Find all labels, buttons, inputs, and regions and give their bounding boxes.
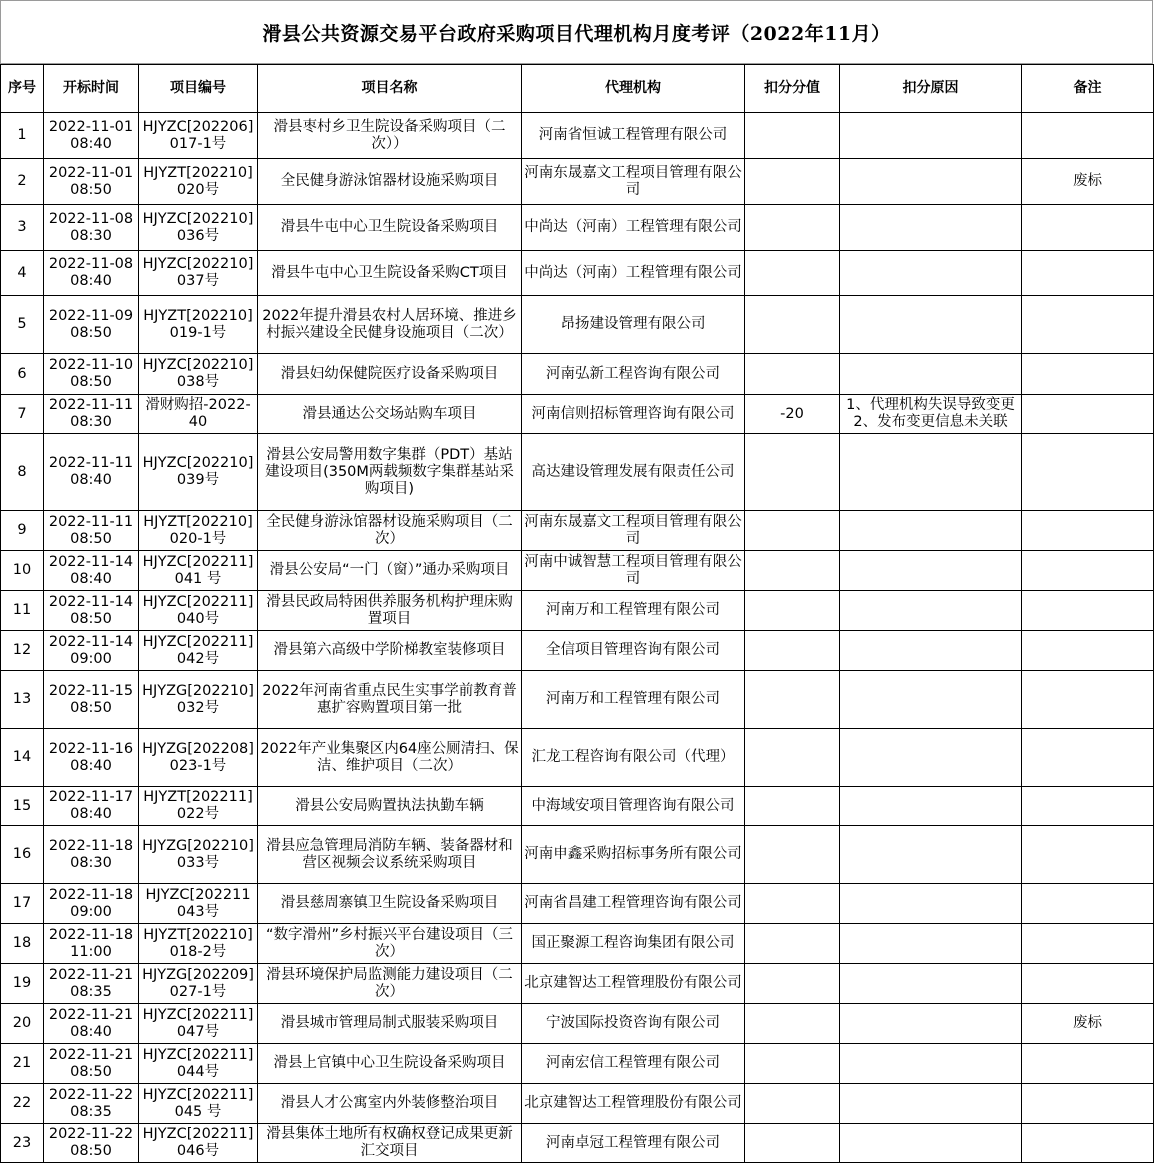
cell-score[interactable] (745, 924, 840, 964)
cell-no[interactable]: 18 (1, 924, 44, 964)
cell-code[interactable]: HJYZT[202210]020号 (139, 159, 258, 205)
cell-note[interactable] (1022, 511, 1154, 551)
cell-reason[interactable] (840, 551, 1022, 591)
cell-reason[interactable] (840, 354, 1022, 395)
table-row (1, 729, 1154, 787)
cell-note[interactable] (1022, 826, 1154, 884)
table-row (1, 1084, 1154, 1124)
cell-note[interactable] (1022, 205, 1154, 251)
cell-score[interactable] (745, 159, 840, 205)
cell-score[interactable] (745, 551, 840, 591)
cell-name[interactable]: 滑县民政局特困供养服务机构护理床购置项目 (258, 591, 522, 631)
cell-reason[interactable] (840, 729, 1022, 787)
cell-agency[interactable]: 河南宏信工程管理有限公司 (522, 1044, 745, 1084)
cell-reason[interactable] (840, 296, 1022, 354)
cell-time[interactable]: 2022-11-08 08:40 (44, 251, 139, 296)
cell-agency[interactable]: 中海域安项目管理咨询有限公司 (522, 787, 745, 826)
cell-code[interactable]: HJYZC[202211]041 号 (139, 551, 258, 591)
cell-score[interactable] (745, 964, 840, 1004)
evaluation-table (0, 64, 1154, 1163)
cell-time[interactable]: 2022-11-01 08:40 (44, 113, 139, 159)
cell-reason[interactable] (840, 1084, 1022, 1124)
table-row (1, 296, 1154, 354)
cell-agency[interactable]: 河南万和工程管理有限公司 (522, 671, 745, 729)
cell-code[interactable]: HJYZC[202210]039号 (139, 434, 258, 511)
table-row (1, 964, 1154, 1004)
cell-name[interactable]: 滑县人才公寓室内外装修整治项目 (258, 1084, 522, 1124)
cell-time[interactable]: 2022-11-14 08:40 (44, 551, 139, 591)
cell-note[interactable]: 废标 (1022, 1004, 1154, 1044)
cell-reason[interactable] (840, 884, 1022, 924)
cell-note[interactable] (1022, 434, 1154, 511)
cell-time[interactable]: 2022-11-18 08:30 (44, 826, 139, 884)
table-row (1, 159, 1154, 205)
cell-code[interactable]: HJYZT[202210]018-2号 (139, 924, 258, 964)
cell-note[interactable] (1022, 113, 1154, 159)
cell-score[interactable] (745, 1044, 840, 1084)
cell-score[interactable] (745, 787, 840, 826)
cell-code[interactable]: HJYZC[202211]046号 (139, 1124, 258, 1163)
cell-reason[interactable] (840, 205, 1022, 251)
cell-code[interactable]: HJYZG[202210]032号 (139, 671, 258, 729)
cell-note[interactable]: 废标 (1022, 159, 1154, 205)
cell-agency[interactable]: 北京建智达工程管理股份有限公司 (522, 964, 745, 1004)
cell-name[interactable]: 滑县环境保护局监测能力建设项目（二次） (258, 964, 522, 1004)
cell-agency[interactable]: 北京建智达工程管理股份有限公司 (522, 1084, 745, 1124)
cell-no[interactable]: 5 (1, 296, 44, 354)
cell-agency[interactable]: 中尚达（河南）工程管理有限公司 (522, 205, 745, 251)
cell-note[interactable] (1022, 1044, 1154, 1084)
table-row (1, 251, 1154, 296)
header-name[interactable]: 项目名称 (258, 65, 522, 113)
cell-agency[interactable]: 河南省恒诚工程管理有限公司 (522, 113, 745, 159)
cell-reason[interactable] (840, 671, 1022, 729)
cell-note[interactable] (1022, 251, 1154, 296)
cell-agency[interactable]: 宁波国际投资咨询有限公司 (522, 1004, 745, 1044)
cell-code[interactable]: HJYZC[202211]044号 (139, 1044, 258, 1084)
cell-no[interactable]: 10 (1, 551, 44, 591)
cell-agency[interactable]: 河南省昌建工程管理咨询有限公司 (522, 884, 745, 924)
cell-name[interactable]: 滑县公安局警用数字集群（PDT）基站建设项目(350M两载频数字集群基站采购项目) (258, 434, 522, 511)
cell-name[interactable]: “数字滑州”乡村振兴平台建设项目（三次） (258, 924, 522, 964)
cell-name[interactable]: 2022年河南省重点民生实事学前教育普惠扩容购置项目第一批 (258, 671, 522, 729)
cell-name[interactable]: 滑县公安局“一门（窗）”通办采购项目 (258, 551, 522, 591)
cell-reason[interactable] (840, 1124, 1022, 1163)
cell-agency[interactable]: 河南中诚智慧工程项目管理有限公司 (522, 551, 745, 591)
table-row (1, 205, 1154, 251)
cell-score[interactable] (745, 354, 840, 395)
cell-reason[interactable] (840, 113, 1022, 159)
cell-reason[interactable] (840, 1044, 1022, 1084)
table-row (1, 884, 1154, 924)
table-row (1, 1124, 1154, 1163)
header-time[interactable]: 开标时间 (44, 65, 139, 113)
cell-agency[interactable]: 河南东晟嘉文工程项目管理有限公司 (522, 511, 745, 551)
cell-code[interactable]: HJYZC[202211]040号 (139, 591, 258, 631)
cell-time[interactable]: 2022-11-09 08:50 (44, 296, 139, 354)
table-row (1, 826, 1154, 884)
cell-score[interactable] (745, 251, 840, 296)
cell-reason[interactable] (840, 964, 1022, 1004)
cell-agency[interactable]: 全信项目管理咨询有限公司 (522, 631, 745, 671)
table-row (1, 113, 1154, 159)
cell-time[interactable]: 2022-11-16 08:40 (44, 729, 139, 787)
cell-no[interactable]: 12 (1, 631, 44, 671)
header-note[interactable]: 备注 (1022, 65, 1154, 113)
cell-note[interactable] (1022, 354, 1154, 395)
cell-code[interactable]: 滑财购招-2022-40 (139, 395, 258, 434)
cell-time[interactable]: 2022-11-21 08:50 (44, 1044, 139, 1084)
cell-no[interactable]: 17 (1, 884, 44, 924)
cell-reason[interactable] (840, 591, 1022, 631)
cell-name[interactable]: 2022年产业集聚区内64座公厕清扫、保洁、维护项目（二次） (258, 729, 522, 787)
cell-no[interactable]: 22 (1, 1084, 44, 1124)
cell-code[interactable]: HJYZC[202206]017-1号 (139, 113, 258, 159)
sheet-title-cell[interactable] (0, 0, 1153, 64)
header-code[interactable]: 项目编号 (139, 65, 258, 113)
cell-name[interactable]: 全民健身游泳馆器材设施采购项目（二次） (258, 511, 522, 551)
cell-code[interactable]: HJYZC[202211]042号 (139, 631, 258, 671)
cell-code[interactable]: HJYZT[202211]022号 (139, 787, 258, 826)
cell-note[interactable] (1022, 395, 1154, 434)
table-row (1, 551, 1154, 591)
cell-score[interactable]: -20 (745, 395, 840, 434)
cell-code[interactable]: HJYZC[202210]038号 (139, 354, 258, 395)
cell-no[interactable]: 19 (1, 964, 44, 1004)
cell-no[interactable]: 15 (1, 787, 44, 826)
cell-no[interactable]: 1 (1, 113, 44, 159)
cell-agency[interactable]: 昂扬建设管理有限公司 (522, 296, 745, 354)
cell-name[interactable]: 滑县应急管理局消防车辆、装备器材和营区视频会议系统采购项目 (258, 826, 522, 884)
cell-time[interactable]: 2022-11-18 09:00 (44, 884, 139, 924)
cell-reason[interactable] (840, 1004, 1022, 1044)
cell-time[interactable]: 2022-11-10 08:50 (44, 354, 139, 395)
cell-time[interactable]: 2022-11-18 11:00 (44, 924, 139, 964)
cell-no[interactable]: 11 (1, 591, 44, 631)
cell-note[interactable] (1022, 964, 1154, 1004)
cell-no[interactable]: 23 (1, 1124, 44, 1163)
cell-score[interactable] (745, 113, 840, 159)
cell-score[interactable] (745, 1124, 840, 1163)
cell-reason[interactable] (840, 924, 1022, 964)
cell-name[interactable]: 滑县通达公交场站购车项目 (258, 395, 522, 434)
cell-reason[interactable] (840, 251, 1022, 296)
table-row (1, 1044, 1154, 1084)
cell-name[interactable]: 2022年提升滑县农村人居环境、推进乡村振兴建设全民健身设施项目（二次） (258, 296, 522, 354)
cell-time[interactable]: 2022-11-17 08:40 (44, 787, 139, 826)
cell-code[interactable]: HJYZG[202208]023-1号 (139, 729, 258, 787)
cell-code[interactable]: HJYZT[202210]019-1号 (139, 296, 258, 354)
table-row (1, 434, 1154, 511)
cell-agency[interactable]: 汇龙工程咨询有限公司（代理） (522, 729, 745, 787)
table-row (1, 671, 1154, 729)
table-row (1, 511, 1154, 551)
cell-score[interactable] (745, 511, 840, 551)
cell-score[interactable] (745, 205, 840, 251)
cell-no[interactable]: 14 (1, 729, 44, 787)
cell-code[interactable]: HJYZC[202211]045 号 (139, 1084, 258, 1124)
cell-time[interactable]: 2022-11-22 08:35 (44, 1084, 139, 1124)
cell-agency[interactable]: 河南万和工程管理有限公司 (522, 591, 745, 631)
cell-code[interactable]: HJYZG[202209]027-1号 (139, 964, 258, 1004)
cell-note[interactable] (1022, 729, 1154, 787)
cell-reason[interactable] (840, 631, 1022, 671)
cell-no[interactable]: 6 (1, 354, 44, 395)
cell-agency[interactable]: 河南弘新工程咨询有限公司 (522, 354, 745, 395)
table-row (1, 631, 1154, 671)
reason-line-2: 2、发布变更信息未关联 (853, 414, 1008, 430)
cell-score[interactable] (745, 1084, 840, 1124)
cell-name[interactable]: 滑县慈周寨镇卫生院设备采购项目 (258, 884, 522, 924)
cell-time[interactable]: 2022-11-11 08:50 (44, 511, 139, 551)
cell-note[interactable] (1022, 884, 1154, 924)
cell-time[interactable]: 2022-11-22 08:50 (44, 1124, 139, 1163)
cell-name[interactable]: 滑县公安局购置执法执勤车辆 (258, 787, 522, 826)
table-row (1, 354, 1154, 395)
cell-no[interactable]: 8 (1, 434, 44, 511)
cell-reason[interactable] (840, 159, 1022, 205)
cell-name[interactable]: 滑县牛屯中心卫生院设备采购CT项目 (258, 251, 522, 296)
cell-no[interactable]: 21 (1, 1044, 44, 1084)
cell-score[interactable] (745, 631, 840, 671)
cell-agency[interactable]: 河南东晟嘉文工程项目管理有限公司 (522, 159, 745, 205)
cell-name[interactable]: 滑县妇幼保健院医疗设备采购项目 (258, 354, 522, 395)
cell-note[interactable] (1022, 671, 1154, 729)
cell-code[interactable]: HJYZC[202210]036号 (139, 205, 258, 251)
cell-score[interactable] (745, 296, 840, 354)
cell-reason[interactable] (840, 787, 1022, 826)
cell-name[interactable]: 滑县第六高级中学阶梯教室装修项目 (258, 631, 522, 671)
cell-time[interactable]: 2022-11-15 08:50 (44, 671, 139, 729)
cell-score[interactable] (745, 434, 840, 511)
cell-name[interactable]: 滑县牛屯中心卫生院设备采购项目 (258, 205, 522, 251)
cell-agency[interactable]: 中尚达（河南）工程管理有限公司 (522, 251, 745, 296)
header-no[interactable]: 序号 (1, 65, 44, 113)
cell-note[interactable] (1022, 296, 1154, 354)
cell-score[interactable] (745, 826, 840, 884)
cell-no[interactable]: 13 (1, 671, 44, 729)
cell-reason[interactable] (840, 511, 1022, 551)
cell-reason[interactable] (840, 826, 1022, 884)
table-row (1, 591, 1154, 631)
cell-no[interactable]: 3 (1, 205, 44, 251)
table-row (1, 395, 1154, 434)
cell-score[interactable] (745, 671, 840, 729)
cell-time[interactable]: 2022-11-08 08:30 (44, 205, 139, 251)
cell-code[interactable]: HJYZT[202210]020-1号 (139, 511, 258, 551)
cell-name[interactable]: 全民健身游泳馆器材设施采购项目 (258, 159, 522, 205)
cell-score[interactable] (745, 591, 840, 631)
cell-code[interactable]: HJYZG[202210]033号 (139, 826, 258, 884)
cell-note[interactable] (1022, 551, 1154, 591)
table-row (1, 924, 1154, 964)
cell-agency[interactable]: 河南申鑫采购招标事务所有限公司 (522, 826, 745, 884)
cell-agency[interactable]: 国正聚源工程咨询集团有限公司 (522, 924, 745, 964)
cell-no[interactable]: 2 (1, 159, 44, 205)
table-row (1, 1004, 1154, 1044)
header-agency[interactable]: 代理机构 (522, 65, 745, 113)
cell-no[interactable]: 4 (1, 251, 44, 296)
cell-time[interactable]: 2022-11-01 08:50 (44, 159, 139, 205)
cell-agency[interactable]: 高达建设管理发展有限责任公司 (522, 434, 745, 511)
cell-reason[interactable] (840, 395, 1022, 434)
cell-name[interactable]: 滑县集体土地所有权确权登记成果更新汇交项目 (258, 1124, 522, 1163)
cell-time[interactable]: 2022-11-14 09:00 (44, 631, 139, 671)
table-row (1, 787, 1154, 826)
cell-no[interactable]: 20 (1, 1004, 44, 1044)
cell-note[interactable] (1022, 591, 1154, 631)
cell-note[interactable] (1022, 1084, 1154, 1124)
cell-no[interactable]: 9 (1, 511, 44, 551)
cell-note[interactable] (1022, 1124, 1154, 1163)
cell-no[interactable]: 7 (1, 395, 44, 434)
cell-time[interactable]: 2022-11-21 08:35 (44, 964, 139, 1004)
cell-agency[interactable]: 河南信则招标管理咨询有限公司 (522, 395, 745, 434)
cell-name[interactable]: 滑县枣村乡卫生院设备采购项目（二次）） (258, 113, 522, 159)
cell-time[interactable]: 2022-11-11 08:40 (44, 434, 139, 511)
cell-score[interactable] (745, 1004, 840, 1044)
cell-name[interactable]: 滑县城市管理局制式服装采购项目 (258, 1004, 522, 1044)
cell-time[interactable]: 2022-11-21 08:40 (44, 1004, 139, 1044)
cell-score[interactable] (745, 729, 840, 787)
cell-score[interactable] (745, 884, 840, 924)
cell-no[interactable]: 16 (1, 826, 44, 884)
cell-code[interactable]: HJYZC[202211 043号 (139, 884, 258, 924)
cell-code[interactable]: HJYZC[202211]047号 (139, 1004, 258, 1044)
cell-reason[interactable] (840, 434, 1022, 511)
cell-code[interactable]: HJYZC[202210]037号 (139, 251, 258, 296)
cell-time[interactable]: 2022-11-11 08:30 (44, 395, 139, 434)
cell-note[interactable] (1022, 631, 1154, 671)
header-row (1, 65, 1154, 113)
header-score[interactable]: 扣分分值 (745, 65, 840, 113)
cell-note[interactable] (1022, 787, 1154, 826)
cell-agency[interactable]: 河南卓冠工程管理有限公司 (522, 1124, 745, 1163)
cell-name[interactable]: 滑县上官镇中心卫生院设备采购项目 (258, 1044, 522, 1084)
cell-note[interactable] (1022, 924, 1154, 964)
reason-line-1: 1、代理机构失误导致变更 (846, 397, 1015, 413)
cell-time[interactable]: 2022-11-14 08:50 (44, 591, 139, 631)
page-title: 滑县公共资源交易平台政府采购项目代理机构月度考评（2022年11月） (262, 22, 891, 45)
header-reason[interactable]: 扣分原因 (840, 65, 1022, 113)
